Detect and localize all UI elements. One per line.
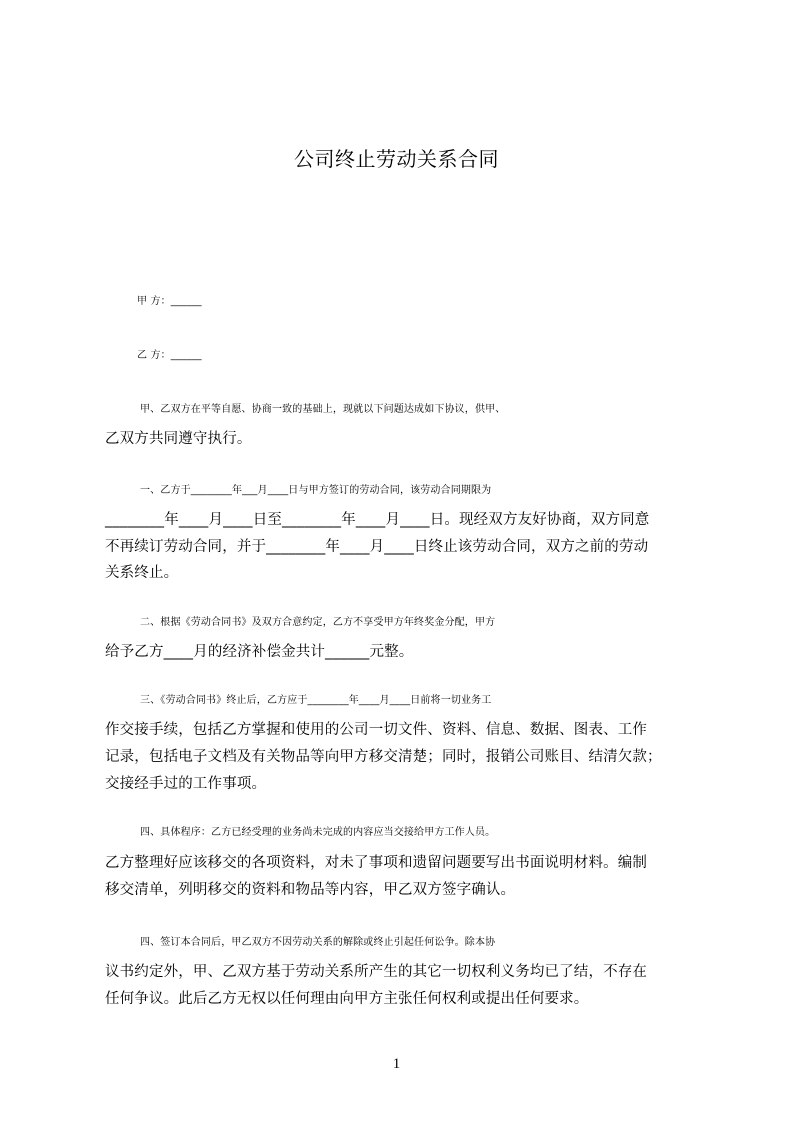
paragraph-line: 三、《劳动合同书》终止后，乙方应于________年____月____日前将一切业务工: [140, 695, 492, 706]
paragraph-line: 交接经手过的工作事项。: [105, 776, 267, 792]
paragraph-line: 四、具体程序：乙方已经受理的业务尚未完成的内容应当交接给甲方工作人员。: [140, 827, 496, 838]
paragraph-line: 二、根据《劳动合同书》及双方合意约定，乙方不享受甲方年终奖金分配，甲方: [140, 617, 496, 628]
paragraph-line: 记录，包括电子文档及有关物品等向甲方移交清楚；同时，报销公司账目、结清欠款；: [105, 749, 662, 765]
paragraph-line: 任何争议。此后乙方无权以任何理由向甲方主张任何权利或提出任何要求。: [105, 991, 589, 1007]
party-a-line: 甲 方：______: [137, 296, 202, 307]
paragraph-line: 甲、乙双方在平等自愿、协商一致的基础上，现就以下问题达成如下协议，供甲、: [140, 404, 506, 415]
paragraph-line: 四、签订本合同后，甲乙双方不因劳动关系的解除或终止引起任何讼争。除本协: [140, 937, 496, 948]
paragraph-line: 关系终止。: [105, 565, 179, 581]
paragraph-line: 移交清单，列明移交的资料和物品等内容，甲乙双方签字确认。: [105, 882, 516, 898]
party-b-line: 乙 方：______: [137, 350, 202, 361]
document-title: 公司终止劳动关系合同: [294, 147, 499, 171]
paragraph-line: 作交接手续，包括乙方掌握和使用的公司一切文件、资料、信息、数据、图表、工作: [105, 722, 648, 738]
paragraph-line: 不再续订劳动合同，并于________年____月____日终止该劳动合同，双方之前的劳动: [105, 539, 649, 555]
paragraph-line: 给予乙方____月的经济补偿金共计______元整。: [105, 644, 414, 660]
paragraph-line: ________年____月____日至________年____月____日。现经双方友好协商，双方同意: [105, 512, 650, 528]
paragraph-line: 乙方整理好应该移交的各项资料，对未了事项和遗留问题要写出书面说明材料。编制: [105, 855, 648, 871]
paragraph-line: 乙双方共同遵守执行。: [105, 431, 252, 447]
page-number: 1: [392, 1056, 401, 1072]
paragraph-line: 议书约定外，甲、乙双方基于劳动关系所产生的其它一切权利义务均已了结，不存在: [105, 964, 648, 980]
paragraph-line: 一、乙方于________年___月____日与甲方签订的劳动合同，该劳动合同期限为: [140, 485, 492, 496]
